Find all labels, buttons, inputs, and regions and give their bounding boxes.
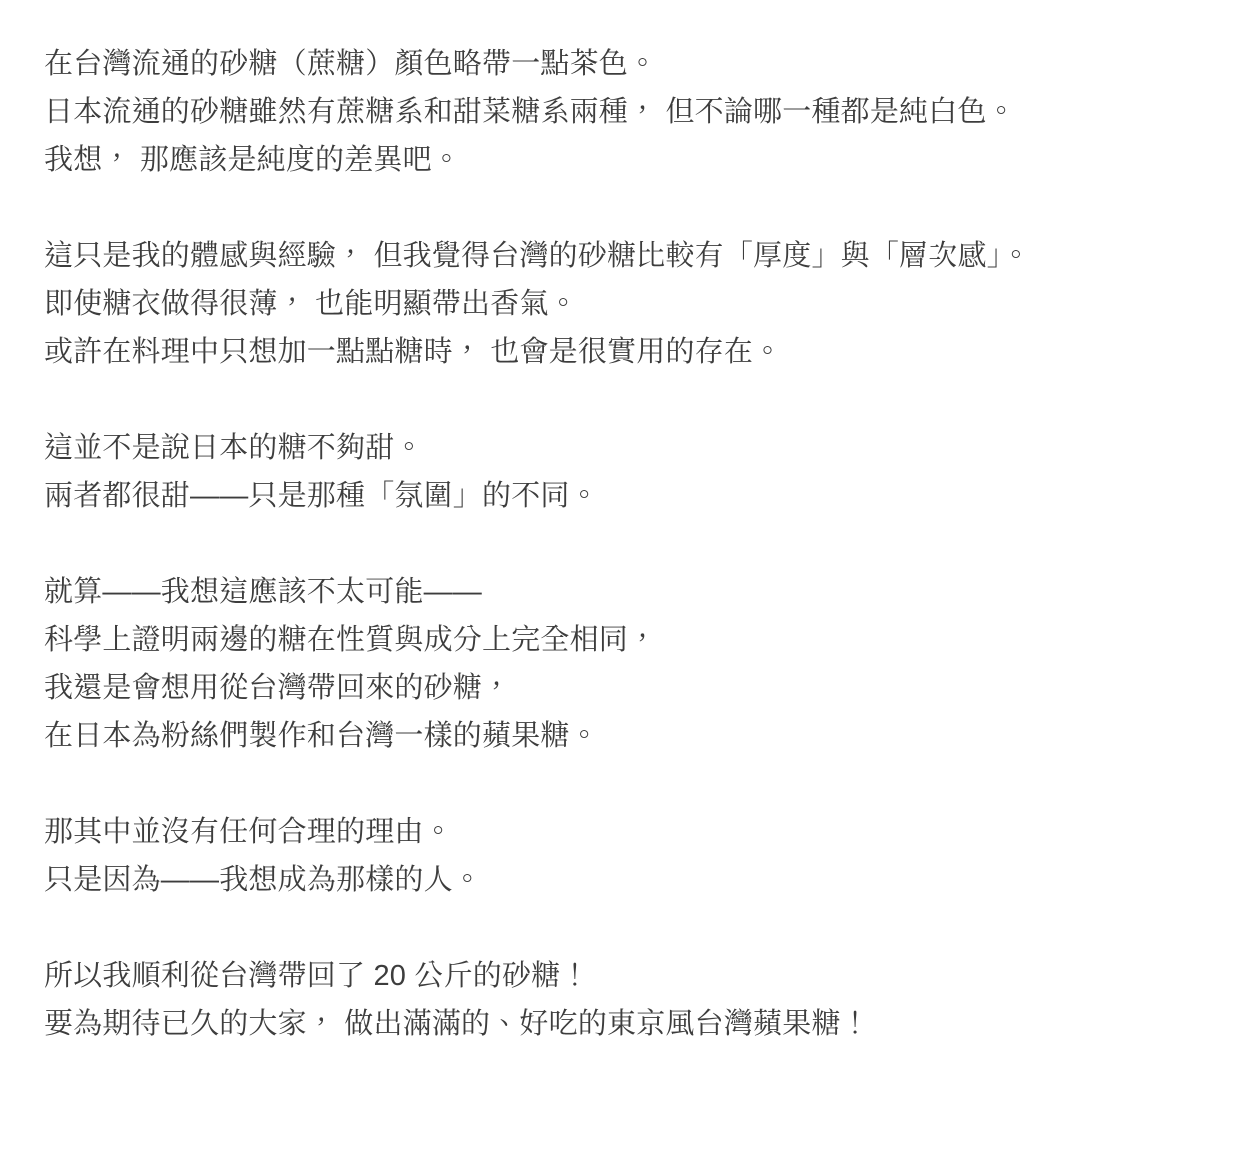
text-line: 即使糖衣做得很薄， 也能明顯帶出香氣。 xyxy=(44,288,578,320)
paragraph-1 xyxy=(44,40,1212,184)
text-line: 日本流通的砂糖雖然有蔗糖系和甜菜糖系兩種， 但不論哪一種都是純白色。 xyxy=(44,96,1016,128)
text-line: 或許在料理中只想加一點點糖時， 也會是很實用的存在。 xyxy=(44,336,783,368)
text-line: 科學上證明兩邊的糖在性質與成分上完全相同， xyxy=(44,624,658,656)
text-line: 在台灣流通的砂糖（蔗糖）顏色略帶一點茶色。 xyxy=(44,48,658,80)
paragraph-5 xyxy=(44,808,1212,904)
text-line: 就算——我想這應該不太可能—— xyxy=(44,576,483,608)
paragraph-3 xyxy=(44,424,1212,520)
article-body xyxy=(44,40,1212,1048)
paragraph-2 xyxy=(44,232,1212,376)
text-line: 只是因為——我想成為那樣的人。 xyxy=(44,864,483,896)
text-line: 那其中並沒有任何合理的理由。 xyxy=(44,816,453,848)
text-line: 這只是我的體感與經驗， 但我覺得台灣的砂糖比較有「厚度」與「層次感」。 xyxy=(44,240,1031,272)
text-line: 在日本為粉絲們製作和台灣一樣的蘋果糖。 xyxy=(44,720,599,752)
paragraph-6 xyxy=(44,952,1212,1048)
text-line: 我還是會想用從台灣帶回來的砂糖， xyxy=(44,672,512,704)
text-line: 所以我順利從台灣帶回了 20 公斤的砂糖！ xyxy=(44,960,590,992)
text-line: 要為期待已久的大家， 做出滿滿的、好吃的東京風台灣蘋果糖！ xyxy=(44,1008,870,1040)
text-line: 我想， 那應該是純度的差異吧。 xyxy=(44,144,462,176)
paragraph-4 xyxy=(44,568,1212,760)
text-line: 這並不是說日本的糖不夠甜。 xyxy=(44,432,424,464)
text-line: 兩者都很甜——只是那種「氛圍」的不同。 xyxy=(44,480,599,512)
